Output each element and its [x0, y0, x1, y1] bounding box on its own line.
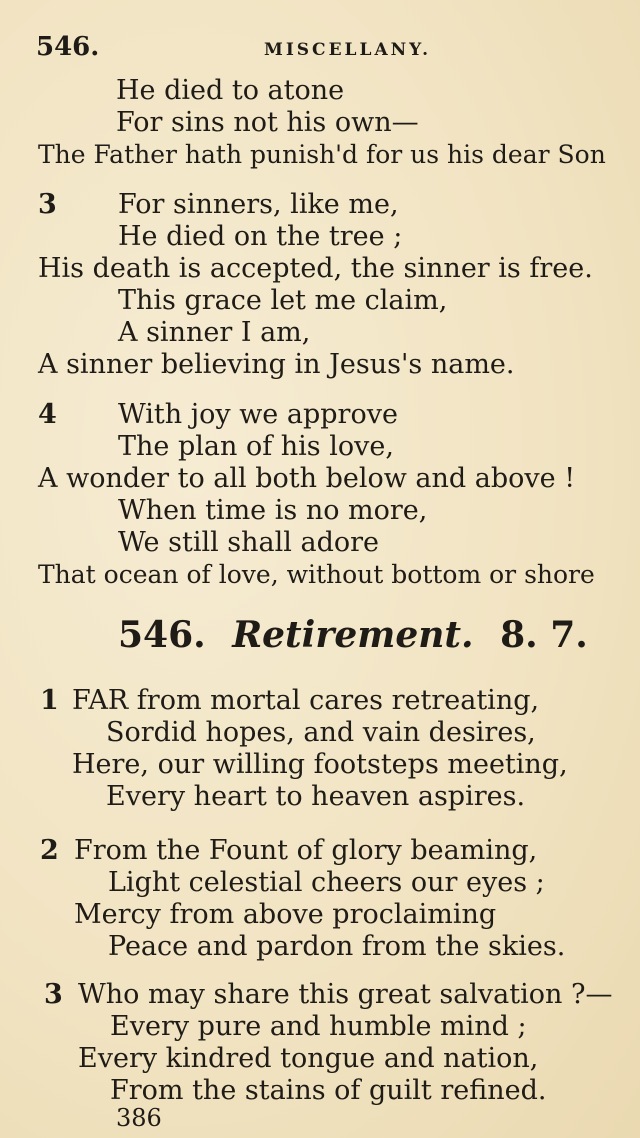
page-number: 546. — [36, 32, 100, 62]
hymn-name: Retirement. — [232, 614, 474, 656]
running-head: MISCELLANY. — [264, 40, 432, 60]
verse-number: 1 — [40, 685, 59, 716]
verse-line: When time is no more, — [118, 495, 428, 526]
hymn-number: 546. — [118, 614, 206, 656]
verse-line: Who may share this great salvation ?— — [78, 979, 613, 1010]
verse-line: A sinner I am, — [118, 317, 311, 348]
verse-line: FAR from mortal cares retreating, — [72, 685, 540, 716]
verse-line: Peace and pardon from the skies. — [108, 931, 566, 962]
verse-line: Light celestial cheers our eyes ; — [108, 867, 545, 898]
verse-line: For sins not his own— — [116, 107, 419, 138]
verse-line: He died to atone — [116, 75, 345, 106]
verse-line: A sinner believing in Jesus's name. — [38, 349, 515, 380]
verse-line: Here, our willing footsteps meeting, — [72, 749, 568, 780]
verse-number: 4 — [38, 399, 57, 430]
verse-line: Sordid hopes, and vain desires, — [106, 717, 536, 748]
verse-line: His death is accepted, the sinner is free. — [38, 253, 593, 284]
verse-number: 3 — [44, 979, 63, 1010]
verse-line: A wonder to all both below and above ! — [38, 463, 576, 494]
hymn-title — [118, 614, 588, 656]
verse-line: Every kindred tongue and nation, — [78, 1043, 539, 1074]
verse-number: 2 — [40, 835, 59, 866]
verse-line: With joy we approve — [118, 399, 398, 430]
verse-line: This grace let me claim, — [118, 285, 448, 316]
verse-line: Mercy from above proclaiming — [74, 899, 497, 930]
verse-line: Every heart to heaven aspires. — [106, 781, 526, 812]
verse-line: Every pure and humble mind ; — [110, 1011, 527, 1042]
verse-line: From the stains of guilt refined. — [110, 1075, 547, 1106]
verse-number: 3 — [38, 189, 57, 220]
verse-line: That ocean of love, without bottom or shore — [38, 560, 595, 589]
verse-line: The plan of his love, — [118, 431, 394, 462]
page-header — [36, 32, 640, 72]
verse-line: For sinners, like me, — [118, 189, 399, 220]
hymn-meter: 8. 7. — [500, 614, 588, 656]
verse-line: We still shall adore — [118, 527, 380, 558]
verse-line: From the Fount of glory beaming, — [74, 835, 538, 866]
verse-line: The Father hath punish'd for us his dear Son — [38, 140, 606, 169]
signature-mark: 386 — [116, 1104, 162, 1132]
verse-line: He died on the tree ; — [118, 221, 403, 252]
